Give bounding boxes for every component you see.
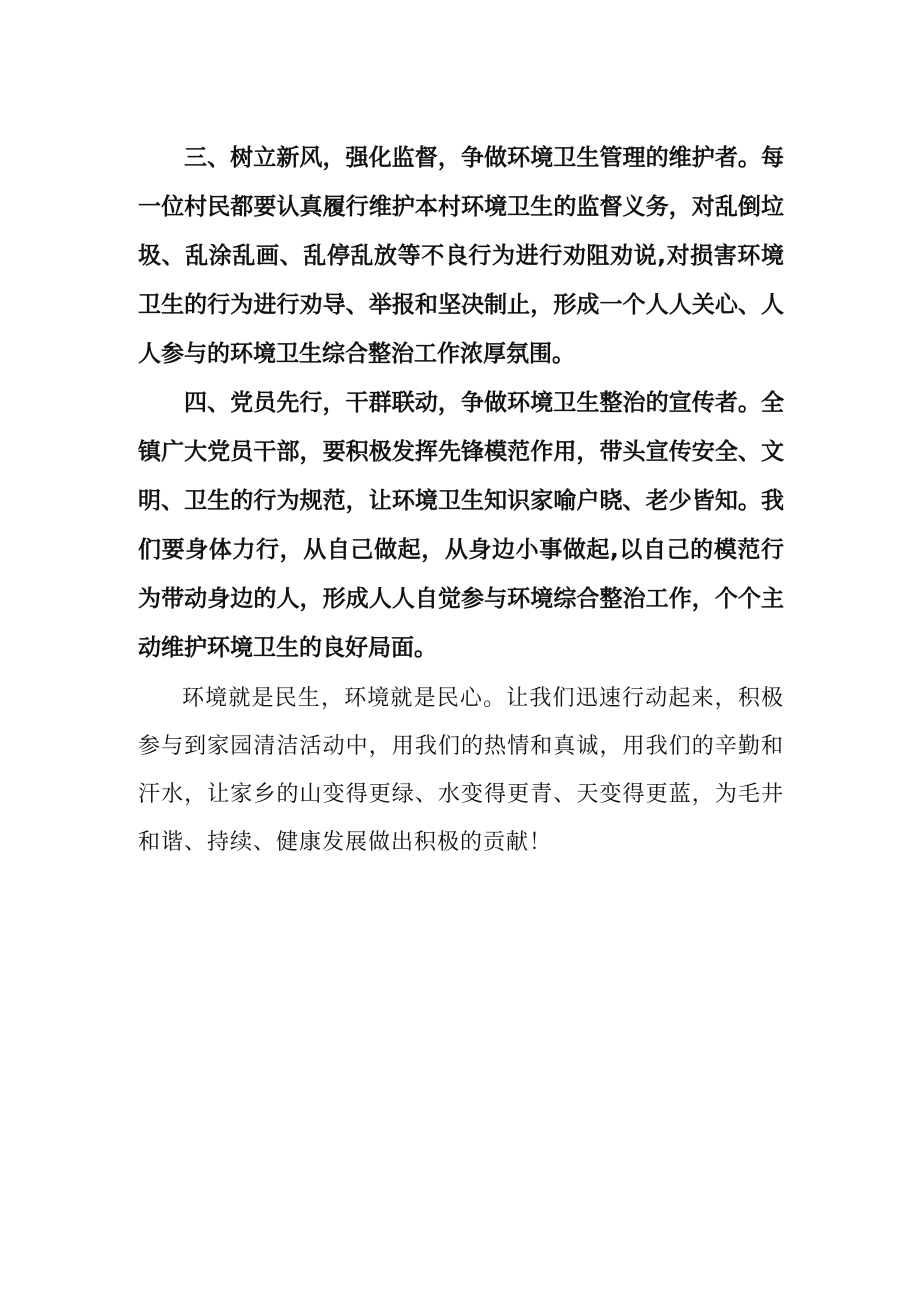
paragraph-section-four: 四、党员先行，干群联动，争做环境卫生整治的宣传者。全镇广大党员干部，要积极发挥先锋模范作用，带头宣传安全、文明、卫生的行为规范，让环境卫生知识家喻户晓、老少皆知。我们要身体力行，从自己做起，从身边小事做起,以自己的模范行为带动身边的人，形成人人自觉参与环境综合整治工作，个个主动维护环境卫生的良好局面。 [138,390,784,661]
paragraph-closing: 环境就是民生，环境就是民心。让我们迅速行动起来，积极参与到家园清洁活动中，用我们的热情和真诚，用我们的辛勤和汗水，让家乡的山变得更绿、水变得更青、天变得更蓝，为毛井和谐、持续、健康发展做出积极的贡献！ [138,686,784,855]
document-body [138,134,784,867]
paragraph-section-three: 三、树立新风，强化监督，争做环境卫生管理的维护者。每一位村民都要认真履行维护本村环境卫生的监督义务，对乱倒垃圾、乱涂乱画、乱停乱放等不良行为进行劝阻劝说,对损害环境卫生的行为进行劝导、举报和坚决制止，形成一个人人关心、人人参与的环境卫生综合整治工作浓厚氛围。 [138,145,784,367]
